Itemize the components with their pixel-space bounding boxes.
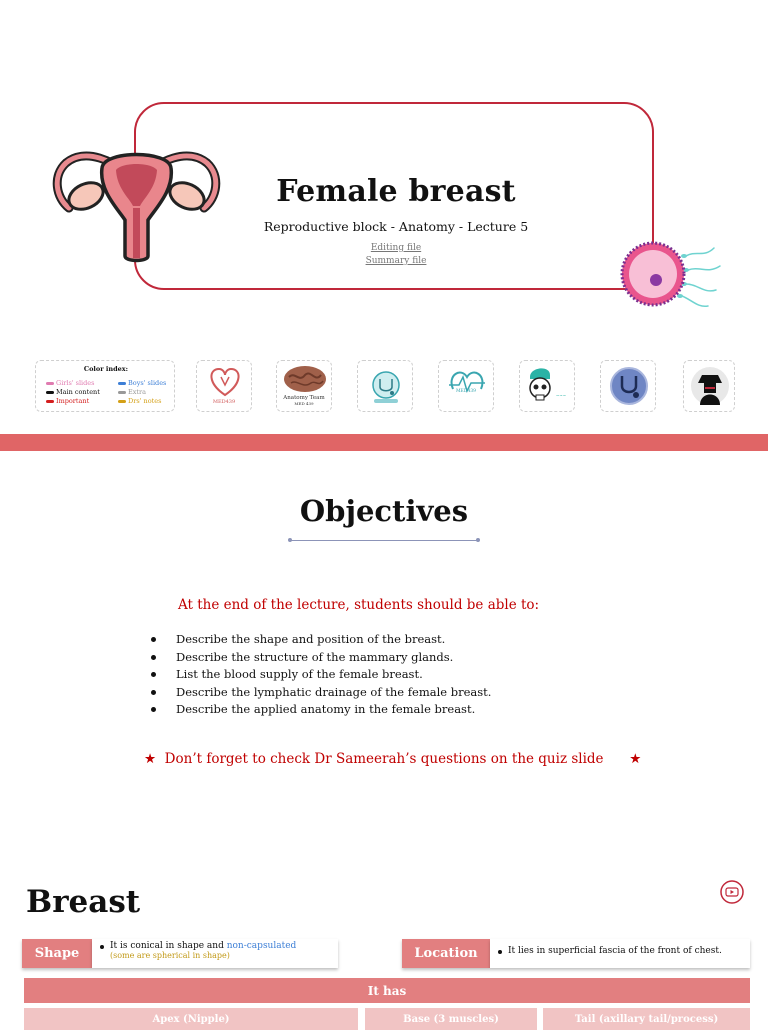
page-title: Female breast — [276, 174, 516, 209]
bullet — [498, 950, 502, 954]
color-index-extra — [118, 388, 146, 396]
color-index-label: Drs' notes — [128, 397, 162, 405]
egg-sperm-illustration — [616, 236, 726, 312]
silhouette-team-logo[interactable] — [683, 360, 735, 412]
anatomy-team-logo[interactable] — [276, 360, 332, 412]
shape-text: It is conical in shape and — [110, 941, 227, 951]
location-box — [490, 939, 750, 968]
svg-text:~~~: ~~~ — [556, 393, 567, 398]
detective-icon — [684, 361, 736, 411]
med439-heart-logo[interactable] — [438, 360, 494, 412]
main-swatch — [46, 391, 54, 394]
color-index-boys — [118, 379, 166, 387]
shape-label: Shape — [22, 939, 92, 968]
list-item: Describe the shape and position of the breast. — [146, 631, 491, 649]
list-item: Describe the applied anatomy in the female breast. — [146, 701, 491, 719]
bullet — [100, 945, 104, 949]
skull-team-logo[interactable] — [519, 360, 575, 412]
color-index-label: Important — [56, 397, 90, 405]
color-index-girls — [46, 379, 94, 387]
anatomy-team-caption: Anatomy Team — [283, 395, 325, 401]
list-item: Describe the lymphatic drainage of the female breast. — [146, 684, 491, 702]
stethoscope-badge-icon — [358, 361, 414, 411]
important-swatch — [46, 400, 54, 403]
part-base: Base (3 muscles) — [365, 1008, 537, 1030]
heart-logo-icon — [197, 361, 253, 401]
part-tail: Tail (axillary tail/process) — [543, 1008, 750, 1030]
part-apex: Apex (Nipple) — [24, 1008, 358, 1030]
med439-logo[interactable] — [196, 360, 252, 412]
objectives-underline — [290, 540, 478, 541]
page-subtitle: Reproductive block - Anatomy - Lecture 5 — [263, 219, 529, 234]
color-index-label: Extra — [128, 388, 147, 396]
drs-swatch — [118, 400, 126, 403]
stethoscope-circle-logo[interactable] — [600, 360, 656, 412]
heartbeat-icon — [439, 361, 495, 401]
editing-file-link[interactable]: Editing file — [370, 243, 422, 253]
quiz-reminder: ★ Don’t forget to check Dr Sameerah’s questions on the quiz slide ★ — [144, 751, 642, 767]
girls-swatch — [46, 382, 54, 385]
underline-dot-left — [288, 538, 292, 542]
shape-highlight: non-capsulated — [226, 941, 297, 951]
color-index-panel — [35, 360, 175, 412]
color-index-label: Girls' slides — [56, 379, 95, 387]
section-divider-band — [0, 434, 768, 451]
objectives-title: Objectives — [299, 494, 469, 528]
objectives-intro: At the end of the lecture, students should be able to: — [178, 597, 540, 613]
med439-caption: MED439 — [212, 399, 236, 405]
list-item: List the blood supply of the female breast. — [146, 666, 491, 684]
objectives-list — [146, 631, 491, 719]
boys-swatch — [118, 382, 126, 385]
location-label: Location — [402, 939, 490, 968]
it-has-header: It has — [24, 978, 750, 1003]
anatomy-team-subcaption: MED 439 — [294, 401, 314, 406]
extra-swatch — [118, 391, 126, 394]
skull-icon — [520, 361, 576, 411]
list-item: Describe the structure of the mammary glands. — [146, 649, 491, 667]
shape-note: (some are spherical in shape) — [110, 951, 230, 960]
color-index-important — [46, 397, 89, 405]
stethoscope-icon — [601, 361, 657, 411]
underline-dot-right — [476, 538, 480, 542]
summary-file-link[interactable]: Summary file — [365, 256, 427, 266]
location-text: It lies in superficial fascia of the front of chest. — [508, 946, 722, 956]
section-title: Breast — [26, 884, 141, 920]
brain-icon — [277, 361, 333, 395]
color-index-drs — [118, 397, 161, 405]
color-index-main — [46, 388, 100, 396]
stethoscope-team-logo[interactable] — [357, 360, 413, 412]
color-index-label: Boys' slides — [128, 379, 167, 387]
color-index-title: Color index: — [83, 365, 129, 373]
video-play-icon[interactable] — [718, 878, 746, 906]
color-index-label: Main content — [56, 388, 100, 396]
shape-box — [92, 939, 338, 968]
med439-b-caption: MED439 — [455, 389, 477, 394]
